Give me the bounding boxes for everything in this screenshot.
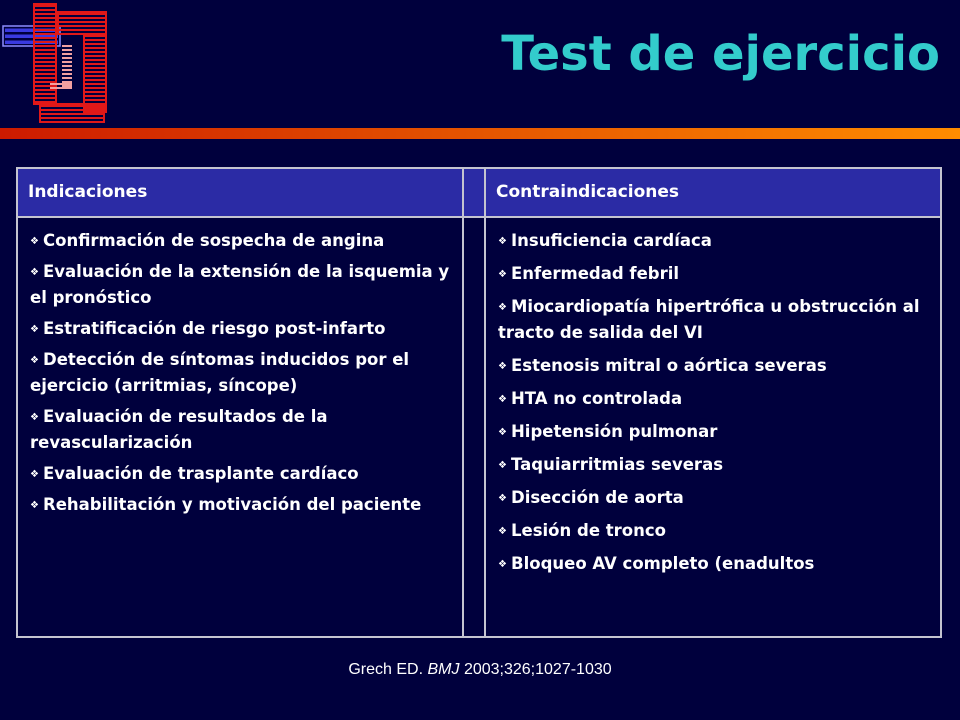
logo-red-stripe [84, 47, 106, 49]
logo-red-stripe [84, 43, 106, 45]
logo-red-stripe [84, 79, 106, 81]
logo-red-stripe [58, 17, 106, 19]
logo-red-stripe [34, 5, 56, 7]
contraindication-text: Miocardiopatía hipertrófica u obstrucción al tracto de salida del VI [498, 297, 920, 342]
contraindication-item [498, 485, 930, 511]
diamond-bullet-icon [30, 356, 43, 366]
logo-red-stripe [58, 21, 106, 23]
diamond-bullet-icon [498, 428, 511, 438]
indication-item [30, 404, 452, 456]
citation-details: 2003;326;1027-1030 [463, 661, 612, 678]
header-indicaciones: Indicaciones [28, 182, 148, 202]
logo-red-stripe [34, 61, 56, 63]
logo-red-stripe [84, 71, 106, 73]
contraindication-text: Lesión de tronco [511, 521, 666, 540]
logo-red-stripe [84, 75, 106, 77]
header-cell-indicaciones [16, 167, 464, 218]
diamond-bullet-icon [498, 362, 511, 372]
logo-red-stripe [34, 97, 56, 99]
indication-text: Detección de síntomas inducidos por el ejercicio (arritmias, síncope) [30, 350, 410, 395]
logo-red-stripe [84, 51, 106, 53]
diamond-bullet-icon [30, 325, 43, 335]
logo-inner-stripe [50, 83, 72, 85]
logo-red-stripe [34, 85, 56, 87]
logo-red-stripe [34, 45, 56, 47]
logo-red-stripe [40, 117, 104, 119]
contraindication-text: HTA no controlada [511, 389, 683, 408]
contraindication-text: Enfermedad febril [511, 264, 680, 283]
indication-item [30, 228, 452, 254]
logo-red-stripe [34, 9, 56, 11]
diamond-bullet-icon [498, 527, 511, 537]
institution-logo-icon [0, 0, 115, 128]
citation-journal: BMJ [427, 661, 460, 678]
logo-red-stripe [34, 89, 56, 91]
logo-red-stripe [58, 13, 106, 15]
contraindication-text: Taquiarritmias severas [511, 455, 724, 474]
logo-red-stripe [84, 59, 106, 61]
logo-red-stripe [34, 33, 56, 35]
logo-red-stripe [34, 69, 56, 71]
diamond-bullet-icon [498, 270, 511, 280]
logo-red-stripe [34, 21, 56, 23]
indication-item [30, 259, 452, 311]
logo-red-stripe [84, 99, 106, 101]
logo-red-stripe [84, 35, 106, 37]
title-divider [0, 128, 960, 139]
logo-red-stripe [34, 49, 56, 51]
logo-inner-stripe [62, 61, 72, 63]
indication-text: Rehabilitación y motivación del paciente [43, 495, 422, 514]
header-contraindicaciones: Contraindicaciones [496, 182, 680, 202]
indication-item [30, 347, 452, 399]
logo-inner-stripe [62, 65, 72, 67]
contraindication-item [498, 261, 930, 287]
logo-red-stripe [34, 65, 56, 67]
logo-inner-stripe [62, 69, 72, 71]
logo-red-stripe [34, 73, 56, 75]
diamond-bullet-icon [498, 237, 511, 247]
citation-footer [0, 661, 960, 679]
logo-red-stripe [40, 113, 104, 115]
citation-author: Grech ED. [348, 661, 424, 678]
diamond-bullet-icon [30, 268, 43, 278]
logo-red-stripe [34, 17, 56, 19]
contraindication-text: Bloqueo AV completo (enadultos [511, 554, 815, 573]
diamond-bullet-icon [498, 560, 511, 570]
contraindication-text: Hipetensión pulmonar [511, 422, 718, 441]
logo-inner-stripe [62, 53, 72, 55]
logo-inner-stripe [62, 73, 72, 75]
slide-title: Test de ejercicio [501, 26, 940, 82]
logo-red-stripe [58, 29, 106, 31]
header-cell-spacer [462, 167, 486, 218]
diamond-bullet-icon [498, 494, 511, 504]
indication-text: Evaluación de resultados de la revascularización [30, 407, 328, 452]
logo-red-stripe [34, 41, 56, 43]
logo-red-stripe [40, 105, 104, 107]
logo-red-stripe [40, 109, 104, 111]
contraindicaciones-list [486, 218, 940, 577]
diamond-bullet-icon [30, 470, 43, 480]
diamond-bullet-icon [498, 395, 511, 405]
logo-red-stripe [84, 91, 106, 93]
logo-red-stripe [34, 81, 56, 83]
indication-text: Evaluación de trasplante cardíaco [43, 464, 359, 483]
logo-red-stripe [34, 37, 56, 39]
contraindication-item [498, 353, 930, 379]
spacer-cell [462, 216, 486, 638]
diamond-bullet-icon [30, 501, 43, 511]
contraindicaciones-cell [484, 216, 942, 638]
logo-inner-stripe [62, 85, 72, 87]
contraindication-item [498, 518, 930, 544]
logo-inner-stripe [62, 49, 72, 51]
logo-inner-stripe [62, 81, 72, 83]
comparison-table [16, 167, 942, 638]
indication-item [30, 316, 452, 342]
logo-red-stripe [34, 101, 56, 103]
logo-inner-stripe [62, 45, 72, 47]
logo-red-stripe [84, 107, 106, 109]
header-cell-contraindicaciones [484, 167, 942, 218]
contraindication-item [498, 452, 930, 478]
indicaciones-cell [16, 216, 464, 638]
logo-red-stripe [84, 87, 106, 89]
logo-red-stripe [34, 57, 56, 59]
diamond-bullet-icon [498, 303, 511, 313]
logo-red-stripe [84, 95, 106, 97]
diamond-bullet-icon [30, 237, 43, 247]
logo-red-stripe [84, 39, 106, 41]
logo-red-stripe [34, 13, 56, 15]
logo-red-stripe [84, 55, 106, 57]
indication-item [30, 492, 452, 518]
indicaciones-list [18, 218, 462, 518]
logo-red-stripe [84, 83, 106, 85]
indication-item [30, 461, 452, 487]
logo-inner-stripe [50, 87, 72, 89]
contraindication-item [498, 419, 930, 445]
logo-red-stripe [34, 77, 56, 79]
logo-red-stripe [84, 63, 106, 65]
logo-red-stripe [34, 53, 56, 55]
indication-text: Estratificación de riesgo post-infarto [43, 319, 386, 338]
logo-red-stripe [34, 25, 56, 27]
indication-text: Evaluación de la extensión de la isquemia y el pronóstico [30, 262, 450, 307]
logo-inner-stripe [62, 57, 72, 59]
contraindication-item [498, 386, 930, 412]
logo-red-stripe [34, 29, 56, 31]
contraindication-text: Estenosis mitral o aórtica severas [511, 356, 827, 375]
diamond-bullet-icon [498, 461, 511, 471]
logo-red-stripe [84, 67, 106, 69]
logo-red-stripe [34, 93, 56, 95]
contraindication-item [498, 228, 930, 254]
diamond-bullet-icon [30, 413, 43, 423]
logo-red-stripe [58, 25, 106, 27]
indication-text: Confirmación de sospecha de angina [43, 231, 385, 250]
contraindication-text: Insuficiencia cardíaca [511, 231, 712, 250]
logo-inner-stripe [62, 77, 72, 79]
contraindication-item [498, 551, 930, 577]
contraindication-text: Disección de aorta [511, 488, 684, 507]
contraindication-item [498, 294, 930, 346]
